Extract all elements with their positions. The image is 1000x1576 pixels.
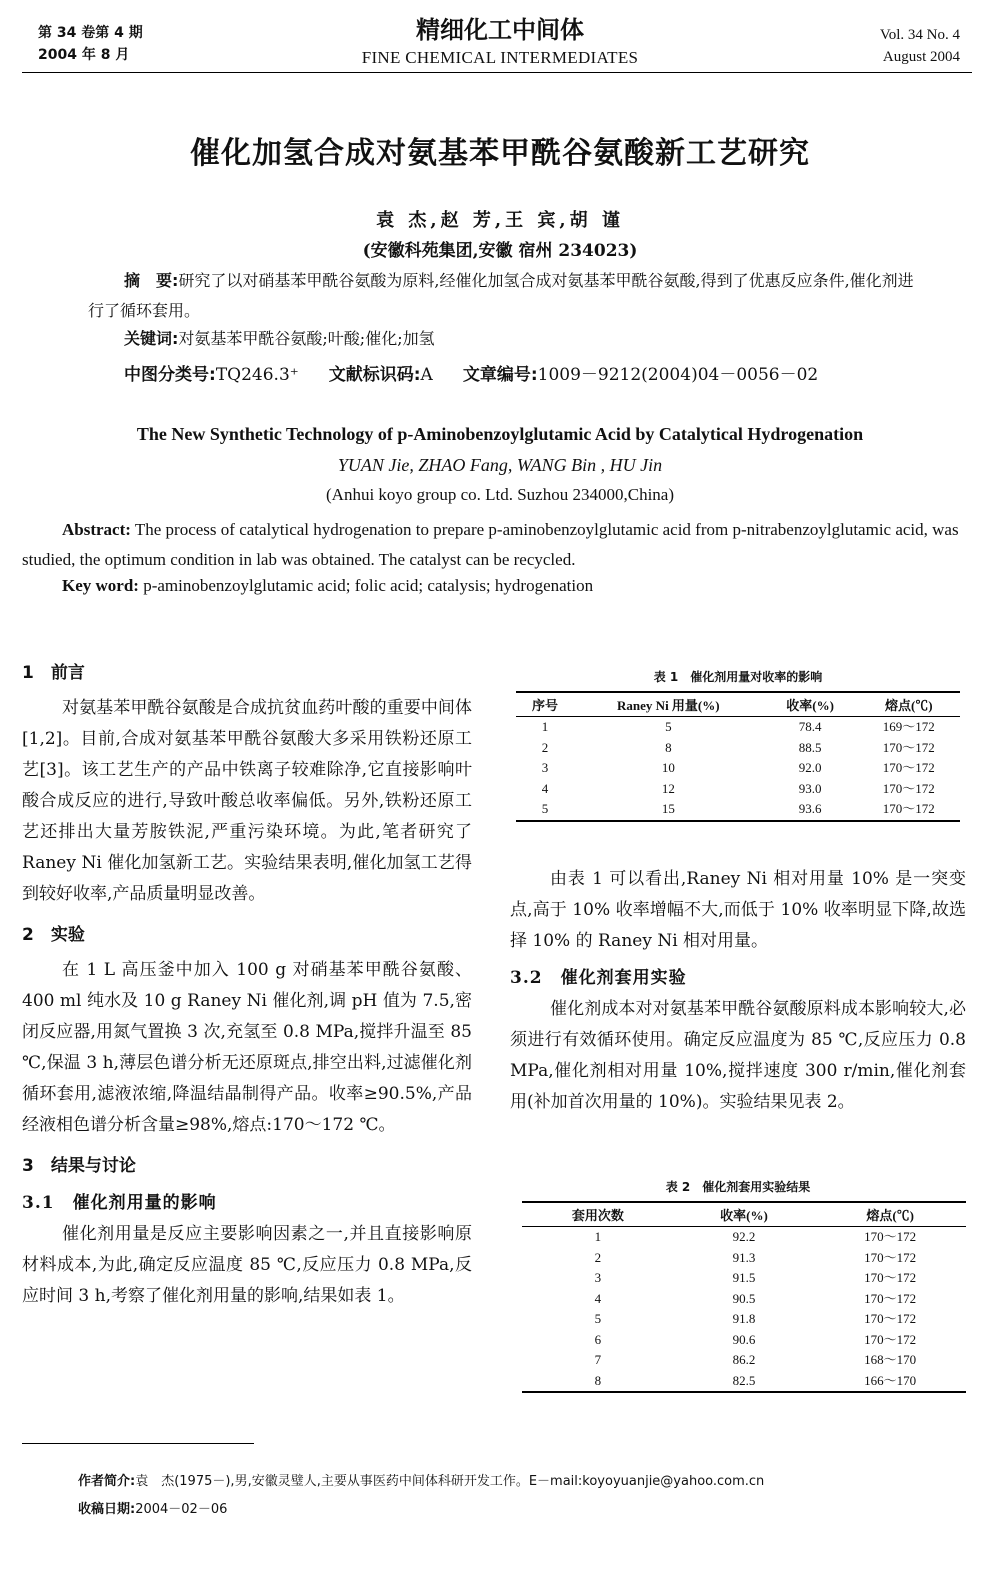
table1-header-0: 序号 — [516, 692, 574, 717]
table2-cell: 170～172 — [864, 1311, 917, 1326]
doc-code-label: 文献标识码: — [328, 365, 421, 385]
table1-cell: 4 — [541, 780, 549, 796]
table1-cell: 8 — [665, 739, 672, 755]
table2-cell: 170～172 — [864, 1249, 917, 1265]
table2-cell: 90.6 — [732, 1331, 756, 1347]
journal-name — [300, 14, 700, 70]
authors-en: YUAN Jie, ZHAO Fang, WANG Bin , HU Jin — [337, 455, 663, 475]
table2-cell: 166～170 — [814, 1371, 966, 1393]
table2-header-1: 收率(%) — [674, 1202, 815, 1227]
section-3-2-heading: 3.2 催化剂套用实验 — [510, 968, 687, 988]
article-title-cn: 催化加氢合成对氨基苯甲酰谷氨酸新工艺研究 — [190, 136, 810, 171]
table-row — [522, 1227, 966, 1248]
table2-cell: 92.2 — [732, 1229, 756, 1244]
table1-cell: 170～172 — [882, 780, 935, 796]
left-column — [22, 650, 472, 1312]
affiliation-cn: (安徽科苑集团,安徽 宿州 234023) — [362, 241, 638, 261]
footnote-author-text: 袁 杰(1975－),男,安徽灵璧人,主要从事医药中间体科研开发工作。E－mail:koyoyuanjie@yahoo.com.cn — [135, 1474, 765, 1489]
table1-cell: 78.4 — [798, 719, 822, 734]
keywords-en-text: p-aminobenzoylglutamic acid; folic acid; catalysis; hydrogenation — [138, 576, 594, 595]
footnote-author-label: 作者简介: — [78, 1474, 136, 1489]
table2 — [522, 1201, 966, 1393]
abstract-cn-label: 摘 要: — [124, 271, 179, 290]
table2-cell: 2 — [594, 1249, 602, 1265]
abstract-cn — [88, 266, 924, 326]
keywords-cn-label: 关键词: — [124, 329, 179, 348]
footnote-received-text: 2004－02－06 — [135, 1502, 228, 1517]
keywords-cn — [124, 326, 435, 349]
table2-cell: 7 — [594, 1352, 602, 1367]
table-row — [516, 717, 960, 738]
journal-name-cn: 精细化工中间体 — [416, 16, 584, 44]
table1-header-2: 收率(%) — [763, 692, 858, 717]
abstract-en — [22, 515, 972, 575]
table-row — [522, 1268, 966, 1289]
section-2-heading: 2 实验 — [22, 925, 85, 945]
footnote-received — [78, 1498, 227, 1517]
date-en: August 2004 — [882, 49, 960, 65]
table-row — [522, 1371, 966, 1393]
header-right — [880, 24, 960, 68]
table2-cell: 4 — [594, 1290, 602, 1306]
table1-cell: 92.0 — [798, 760, 822, 775]
section-3-1-heading: 3.1 催化剂用量的影响 — [22, 1193, 217, 1213]
abstract-en-text: The process of catalytical hydrogenation to prepare p-aminobenzoylglutamic acid from p-nitrabenzoylglutamic acid, was studied, the optimum condition in lab was obtained. The catalyst can be recycled. — [22, 520, 959, 569]
table1-header-3: 熔点(℃) — [858, 692, 960, 717]
table2-cell: 91.5 — [732, 1270, 756, 1285]
table2-cell: 91.8 — [732, 1311, 756, 1326]
table-row — [516, 779, 960, 800]
table2-cell: 170～172 — [864, 1270, 917, 1285]
table2-cell: 3 — [594, 1270, 602, 1285]
table2-caption: 表 2 催化剂套用实验结果 — [665, 1180, 811, 1194]
article-no-label: 文章编号: — [462, 365, 538, 385]
section-1-heading: 1 前言 — [22, 663, 85, 683]
table1-cell: 12 — [661, 780, 675, 796]
footnote-received-label: 收稿日期: — [78, 1502, 136, 1517]
table2-header-0: 套用次数 — [522, 1202, 674, 1227]
footnote-author — [78, 1470, 764, 1489]
journal-name-en: FINE CHEMICAL INTERMEDIATES — [361, 48, 639, 67]
table1-cell: 170～172 — [858, 799, 960, 821]
table2-cell: 168～170 — [864, 1352, 917, 1367]
table1-cell: 93.6 — [763, 799, 858, 821]
table-row — [522, 1248, 966, 1269]
date-cn: 2004 年 8 月 — [38, 47, 130, 63]
table1-cell: 169～172 — [882, 719, 935, 734]
footnote-rule — [22, 1443, 254, 1444]
table2-cell: 8 — [522, 1371, 674, 1393]
table2-cell: 82.5 — [674, 1371, 815, 1393]
table2-cell: 5 — [594, 1311, 602, 1326]
volume-issue-en: Vol. 34 No. 4 — [879, 27, 960, 43]
header-left — [38, 22, 143, 66]
table1-cell: 1 — [541, 719, 549, 734]
keywords-en — [62, 576, 593, 596]
table1 — [516, 691, 960, 822]
doc-code-value: A — [420, 365, 433, 385]
section-3-1-para: 催化剂用量是反应主要影响因素之一,并且直接影响原材料成本,为此,确定反应温度 85 ℃,反应压力 0.8 MPa,反应时间 3 h,考察了催化剂用量的影响,结果如表 1。 — [22, 1224, 472, 1306]
table1-cell: 5 — [516, 799, 574, 821]
header-rule — [22, 72, 972, 73]
table1-cell: 5 — [665, 719, 672, 734]
table-row — [522, 1289, 966, 1310]
section-3-2-para: 催化剂成本对对氨基苯甲酰谷氨酸原料成本影响较大,必须进行有效循环使用。确定反应温度为 85 ℃,反应压力 0.8 MPa,催化剂相对用量 10%,搅拌速度 300 r/min,催化剂套用(补加首次用量的 10%)。实验结果见表 2。 — [510, 999, 966, 1112]
table1-cell: 93.0 — [798, 780, 822, 796]
classification-line — [124, 360, 818, 385]
section-1-para: 对氨基苯甲酰谷氨酸是合成抗贫血药叶酸的重要中间体[1,2]。目前,合成对氨基苯甲酰谷氨酸大多采用铁粉还原工艺[3]。该工艺生产的产品中铁离子较难除净,它直接影响叶酸合成反应的进行,导致叶酸总收率偏低。另外,铁粉还原工艺还排出大量芳胺铁泥,严重污染环境。为此,笔者研究了 Raney Ni 催化加氢新工艺。实验结果表明,催化加氢工艺得到较好收率,产品质量明显改善。 — [22, 698, 472, 904]
table1-cell: 2 — [541, 739, 549, 755]
table-row — [516, 738, 960, 759]
authors-cn: 袁 杰,赵 芳,王 宾,胡 谨 — [376, 210, 624, 231]
clc-value: TQ246.3⁺ — [215, 365, 299, 385]
section-2-para: 在 1 L 高压釜中加入 100 g 对硝基苯甲酰谷氨酸、400 ml 纯水及 10 g Raney Ni 催化剂,调 pH 值为 7.5,密闭反应器,用氮气置换 3 次,充氢至 0.8 MPa,搅拌升温至 85 ℃,保温 3 h,薄层色谱分析无还原斑点,排空出料,过滤催化剂循环套用,滤液浓缩,降温结晶制得产品。收率≥90.5%,产品经液相色谱分析含量≥98%,熔点:170～172 ℃。 — [22, 960, 472, 1135]
table1-block — [510, 668, 966, 822]
keywords-en-label: Key word: — [62, 576, 139, 595]
table1-header-1: Raney Ni 用量(%) — [574, 692, 763, 717]
table2-cell: 91.3 — [732, 1249, 756, 1265]
affiliation-en: (Anhui koyo group co. Ltd. Suzhou 234000,China) — [326, 485, 674, 504]
table2-cell: 170～172 — [864, 1331, 917, 1347]
table2-cell: 170～172 — [864, 1229, 917, 1244]
table1-discussion: 由表 1 可以看出,Raney Ni 相对用量 10% 是一突变点,高于 10% 收率增幅不大,而低于 10% 收率明显下降,故选择 10% 的 Raney Ni 相对用量。 — [510, 869, 966, 951]
table2-cell: 86.2 — [732, 1352, 756, 1367]
table2-cell: 1 — [594, 1229, 602, 1244]
article-no-value: 1009－9212(2004)04－0056－02 — [537, 365, 819, 385]
table2-cell: 170～172 — [864, 1290, 917, 1306]
table1-cell: 15 — [574, 799, 763, 821]
volume-issue-cn: 第 34 卷第 4 期 — [38, 25, 143, 41]
table1-cell: 170～172 — [882, 739, 935, 755]
keywords-cn-text: 对氨基苯甲酰谷氨酸;叶酸;催化;加氢 — [178, 329, 435, 348]
table2-cell: 6 — [594, 1331, 602, 1347]
table-row — [522, 1350, 966, 1371]
table-row — [516, 799, 960, 821]
table1-cell: 3 — [541, 760, 549, 775]
table1-cell: 10 — [661, 760, 675, 775]
clc-label: 中图分类号: — [124, 365, 216, 385]
table2-header-2: 熔点(℃) — [814, 1202, 966, 1227]
table1-caption: 表 1 催化剂用量对收率的影响 — [653, 670, 823, 684]
table1-cell: 170～172 — [882, 760, 935, 775]
table-row — [522, 1330, 966, 1351]
abstract-en-label: Abstract: — [62, 520, 131, 539]
table1-cell: 88.5 — [798, 739, 822, 755]
table-row — [522, 1309, 966, 1330]
section-3-heading: 3 结果与讨论 — [22, 1156, 136, 1176]
table2-cell: 90.5 — [732, 1290, 756, 1306]
table-row — [516, 758, 960, 779]
abstract-cn-text: 研究了以对硝基苯甲酰谷氨酸为原料,经催化加氢合成对氨基苯甲酰谷氨酸,得到了优惠反应条件,催化剂进行了循环套用。 — [88, 271, 914, 320]
right-text-1 — [510, 864, 966, 1118]
table2-block — [510, 1178, 966, 1393]
article-title-en: The New Synthetic Technology of p-Aminobenzoylglutamic Acid by Catalytical Hydrogenation — [136, 424, 864, 444]
